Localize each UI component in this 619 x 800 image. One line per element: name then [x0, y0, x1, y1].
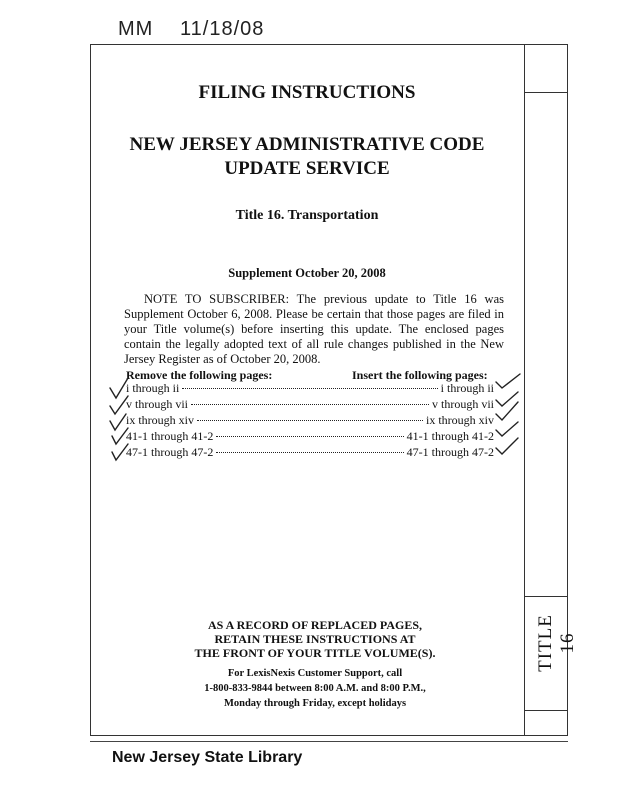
tab-divider-upper [524, 596, 568, 597]
title-line-2: UPDATE SERVICE [224, 158, 390, 179]
record-line-3: THE FRONT OF YOUR TITLE VOLUME(S). [194, 646, 436, 660]
remove-pages: i through ii [126, 381, 180, 395]
tab-divider-lower [524, 710, 568, 711]
insert-pages: 41-1 through 41-2 [406, 429, 494, 443]
supplement-date: Supplement October 20, 2008 [228, 266, 386, 280]
insert-pages: v through vii [432, 397, 494, 411]
insert-pages: 47-1 through 47-2 [406, 445, 494, 459]
leader-dots [197, 420, 423, 421]
record-line-1: AS A RECORD OF REPLACED PAGES, [207, 618, 423, 632]
support-line-1: For LexisNexis Customer Support, call [227, 668, 403, 679]
subtitle: Title 16. Transportation [235, 208, 379, 223]
side-tab-title: TITLE 16 [535, 614, 578, 672]
leader-dots [182, 388, 437, 389]
leader-dots [191, 404, 429, 405]
table-row [126, 413, 494, 429]
bottom-rule [90, 741, 568, 742]
heading: FILING INSTRUCTIONS [198, 82, 416, 103]
insert-pages: i through ii [440, 381, 494, 395]
table-row [126, 445, 494, 461]
insert-pages: ix through xiv [426, 413, 494, 427]
checkmark-icon [108, 376, 132, 462]
table-row [126, 381, 494, 397]
note-to-subscriber: NOTE TO SUBSCRIBER: The previous update to Title 16 was Supplement October 6, 2008. Please be certain that those pages are filed in your Title volume(s) before inserting this update. The enclosed pages contain the legally adopted text of all rule changes published in the New Jersey Register as of October 20, 2008. [124, 292, 504, 366]
remove-pages: v through vii [126, 397, 188, 411]
insert-header: Insert the following pages: [352, 368, 488, 382]
title-line-1: NEW JERSEY ADMINISTRATIVE CODE [129, 134, 485, 155]
support-line-3: Monday through Friday, except holidays [223, 698, 407, 709]
support-line-2: 1-800-833-9844 between 8:00 A.M. and 8:00 P.M., [204, 683, 426, 694]
checkmark-icon [494, 372, 522, 466]
library-stamp: New Jersey State Library [112, 749, 303, 766]
record-line-2: RETAIN THESE INSTRUCTIONS AT [214, 632, 416, 646]
tab-divider-top [524, 92, 568, 93]
table-row [126, 429, 494, 445]
leader-dots [216, 436, 403, 437]
handwritten-date: 11/18/08 [180, 18, 265, 40]
remove-pages: ix through xiv [126, 413, 194, 427]
table-row [126, 397, 494, 413]
leader-dots [216, 452, 403, 453]
remove-pages: 41-1 through 41-2 [126, 429, 214, 443]
handwritten-initials: MM [118, 18, 154, 40]
remove-pages: 47-1 through 47-2 [126, 445, 214, 459]
remove-header: Remove the following pages: [126, 368, 273, 382]
